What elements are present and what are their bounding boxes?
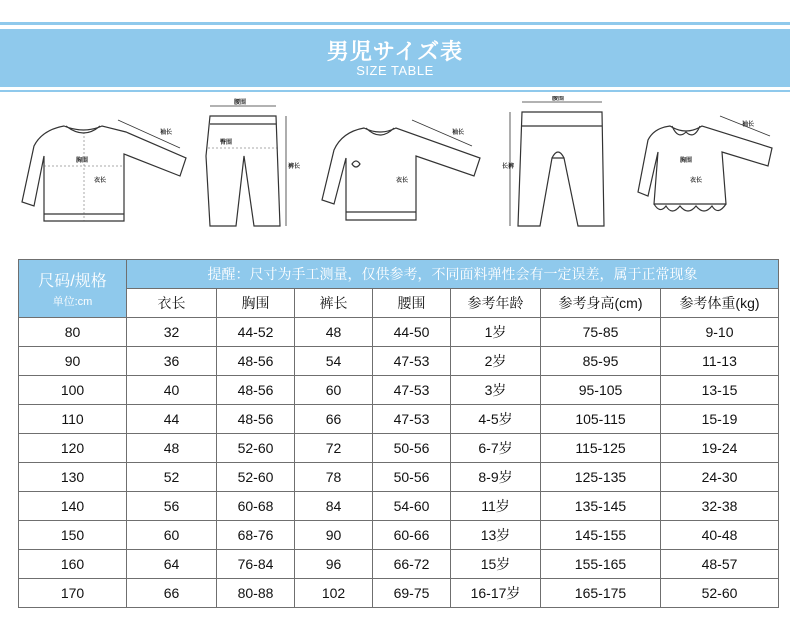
table-cell: 47-53	[373, 347, 451, 376]
column-header: 参考身高(cm)	[541, 289, 661, 318]
column-header: 参考年龄	[451, 289, 541, 318]
table-cell: 69-75	[373, 579, 451, 608]
table-cell: 48	[127, 434, 217, 463]
table-cell: 56	[127, 492, 217, 521]
table-cell: 52-60	[661, 579, 779, 608]
size-table	[18, 259, 779, 608]
size-cell: 130	[19, 463, 127, 492]
table-cell: 95-105	[541, 376, 661, 405]
label-hip: 臀围	[220, 139, 233, 146]
table-cell: 66	[295, 405, 373, 434]
column-header: 腰围	[373, 289, 451, 318]
table-cell: 50-56	[373, 434, 451, 463]
table-cell: 15岁	[451, 550, 541, 579]
table-cell: 6-7岁	[451, 434, 541, 463]
long-sleeve-shirt-icon	[14, 96, 194, 236]
label-sleeve: 袖长	[452, 129, 465, 136]
banner-bottom-rule	[0, 90, 790, 92]
table-cell: 9-10	[661, 318, 779, 347]
table-cell: 44-52	[217, 318, 295, 347]
table-cell: 8-9岁	[451, 463, 541, 492]
table-cell: 90	[295, 521, 373, 550]
table-cell: 11-13	[661, 347, 779, 376]
table-cell: 50-56	[373, 463, 451, 492]
column-header: 胸围	[217, 289, 295, 318]
table-row	[19, 434, 779, 463]
table-cell: 102	[295, 579, 373, 608]
table-cell: 24-30	[661, 463, 779, 492]
table-row	[19, 521, 779, 550]
table-row	[19, 550, 779, 579]
table-cell: 78	[295, 463, 373, 492]
table-cell: 48-57	[661, 550, 779, 579]
table-cell: 145-155	[541, 521, 661, 550]
label-length: 衣长	[690, 177, 703, 184]
label-pants-length: 裤长	[288, 163, 300, 170]
table-row	[19, 405, 779, 434]
size-cell: 120	[19, 434, 127, 463]
table-cell: 3岁	[451, 376, 541, 405]
table-cell: 68-76	[217, 521, 295, 550]
table-cell: 54-60	[373, 492, 451, 521]
table-cell: 47-53	[373, 376, 451, 405]
page-title: 男児サイズ表	[326, 40, 464, 65]
table-row	[19, 318, 779, 347]
table-cell: 36	[127, 347, 217, 376]
table-cell: 48-56	[217, 376, 295, 405]
table-cell: 72	[295, 434, 373, 463]
girls-dress-icon	[630, 96, 780, 236]
table-cell: 165-175	[541, 579, 661, 608]
table-cell: 48	[295, 318, 373, 347]
table-cell: 85-95	[541, 347, 661, 376]
table-cell: 60	[127, 521, 217, 550]
table-cell: 32	[127, 318, 217, 347]
table-cell: 4-5岁	[451, 405, 541, 434]
table-cell: 66-72	[373, 550, 451, 579]
label-length: 衣长	[94, 177, 107, 184]
table-row	[19, 347, 779, 376]
table-cell: 1岁	[451, 318, 541, 347]
column-header: 衣长	[127, 289, 217, 318]
label-waist: 腰围	[234, 99, 247, 106]
table-cell: 47-53	[373, 405, 451, 434]
size-cell: 100	[19, 376, 127, 405]
label-sleeve: 袖长	[160, 129, 173, 136]
corner-cell	[19, 260, 127, 318]
table-cell: 40	[127, 376, 217, 405]
table-cell: 11岁	[451, 492, 541, 521]
table-cell: 15-19	[661, 405, 779, 434]
table-cell: 52-60	[217, 463, 295, 492]
table-cell: 115-125	[541, 434, 661, 463]
page-subtitle: SIZE TABLE	[356, 63, 434, 78]
banner-top-rule	[0, 22, 790, 25]
label-chest: 胸围	[680, 157, 693, 164]
corner-label: 尺码/规格	[38, 273, 107, 290]
table-cell: 60-66	[373, 521, 451, 550]
table-cell: 155-165	[541, 550, 661, 579]
table-cell: 48-56	[217, 405, 295, 434]
raglan-shirt-icon	[312, 96, 492, 236]
table-cell: 48-56	[217, 347, 295, 376]
size-cell: 150	[19, 521, 127, 550]
table-cell: 19-24	[661, 434, 779, 463]
size-cell: 110	[19, 405, 127, 434]
size-cell: 170	[19, 579, 127, 608]
notice-text: 提醒：尺寸为手工测量，仅供参考，不同面料弹性会有一定误差，属于正常现象	[127, 260, 779, 289]
table-row	[19, 492, 779, 521]
table-cell: 75-85	[541, 318, 661, 347]
table-cell: 54	[295, 347, 373, 376]
table-cell: 40-48	[661, 521, 779, 550]
table-cell: 2岁	[451, 347, 541, 376]
table-row	[19, 463, 779, 492]
table-cell: 66	[127, 579, 217, 608]
table-row	[19, 579, 779, 608]
shorts-icon	[500, 96, 620, 236]
column-header: 参考体重(kg)	[661, 289, 779, 318]
pants-icon	[190, 96, 300, 236]
table-cell: 13-15	[661, 376, 779, 405]
unit-label: 单位:cm	[52, 296, 93, 308]
table-cell: 135-145	[541, 492, 661, 521]
size-cell: 90	[19, 347, 127, 376]
table-cell: 96	[295, 550, 373, 579]
size-cell: 80	[19, 318, 127, 347]
table-cell: 60-68	[217, 492, 295, 521]
table-cell: 125-135	[541, 463, 661, 492]
table-cell: 105-115	[541, 405, 661, 434]
table-cell: 64	[127, 550, 217, 579]
column-header-row	[19, 289, 779, 318]
table-cell: 16-17岁	[451, 579, 541, 608]
notice-row	[19, 260, 779, 289]
table-cell: 80-88	[217, 579, 295, 608]
size-cell: 160	[19, 550, 127, 579]
table-cell: 44-50	[373, 318, 451, 347]
table-cell: 84	[295, 492, 373, 521]
table-cell: 60	[295, 376, 373, 405]
table-cell: 32-38	[661, 492, 779, 521]
table-cell: 52	[127, 463, 217, 492]
label-waist: 腰围	[552, 96, 565, 102]
label-length: 长裤	[502, 163, 515, 170]
label-length: 衣长	[396, 177, 409, 184]
table-cell: 13岁	[451, 521, 541, 550]
table-cell: 76-84	[217, 550, 295, 579]
label-chest: 胸围	[76, 157, 89, 164]
table-row	[19, 376, 779, 405]
label-sleeve: 袖长	[742, 121, 755, 128]
table-cell: 52-60	[217, 434, 295, 463]
column-header: 裤长	[295, 289, 373, 318]
table-cell: 44	[127, 405, 217, 434]
size-cell: 140	[19, 492, 127, 521]
